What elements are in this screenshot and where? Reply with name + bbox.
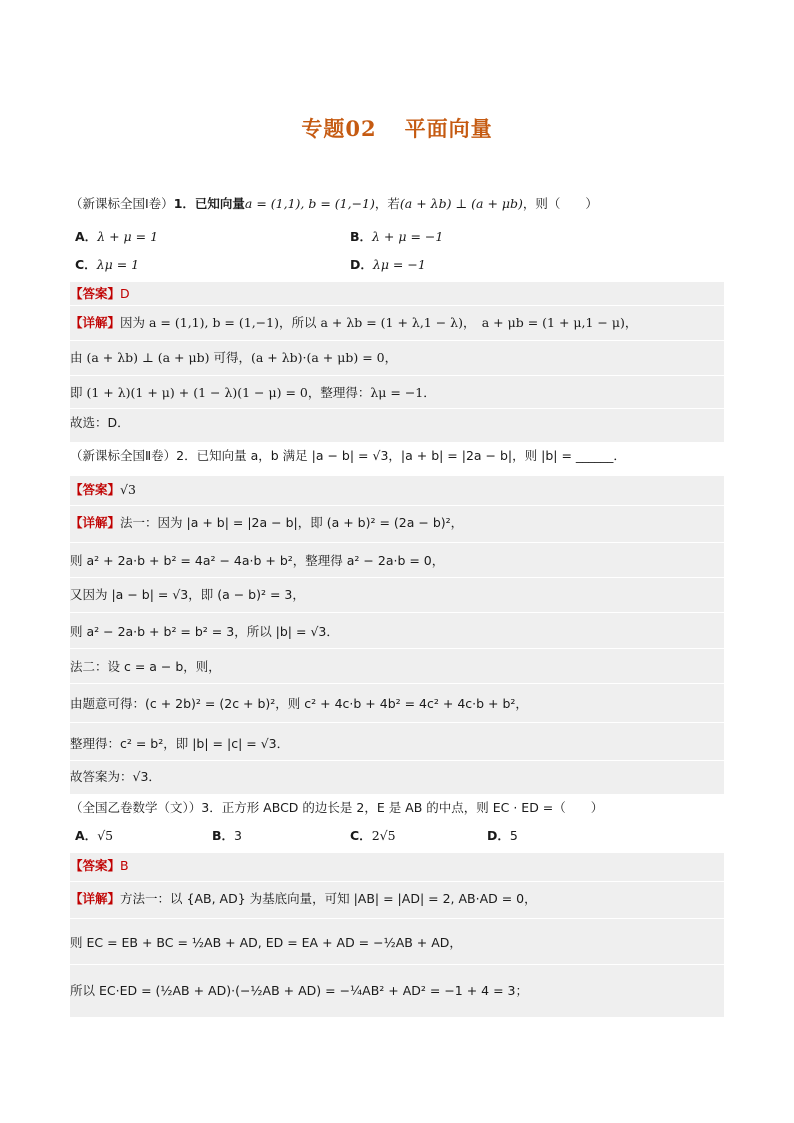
option-b: B．3 (212, 828, 242, 843)
detail-line: 由题意可得：(c + 2b)² = (2c + b)²，则 c² + 4c·b + 4b² = 4c² + 4c·b + b²， (70, 696, 528, 711)
option-a: A．λ + μ = 1 (75, 229, 159, 244)
row-separator (70, 648, 724, 649)
row-separator (70, 408, 724, 409)
detail-line: 【详解】法一：因为 |a + b| = |2a − b|，即 (a + b)² = (2a − b)²， (70, 515, 464, 530)
row-separator (70, 340, 724, 341)
option-d: D．5 (487, 828, 518, 843)
detail-line: 法二：设 c = a − b，则， (70, 659, 221, 674)
question-2-stem: （新课标全国Ⅱ卷）2．已知向量 a，b 满足 |a − b| = √3，|a + b| = |2a − b|，则 |b| = ______． (70, 448, 626, 463)
answer-line: 【答案】D (70, 286, 130, 301)
question-1-stem: （新课标全国Ⅰ卷）1．已知向量a = (1,1), b = (1,−1)，若(a + λb) ⊥ (a + μb)，则（ ） (70, 196, 598, 211)
detail-line: 【详解】方法一：以 {AB, AD} 为基底向量，可知 |AB| = |AD| = 2, AB·AD = 0， (70, 891, 537, 906)
row-separator (70, 722, 724, 723)
answer-line: 【答案】√3 (70, 482, 136, 497)
row-separator (70, 964, 724, 965)
row-separator (70, 612, 724, 613)
option-d: D．λμ = −1 (350, 257, 426, 272)
detail-line: 则 EC = EB + BC = ½AB + AD, ED = EA + AD = −½AB + AD， (70, 935, 462, 950)
detail-line: 整理得：c² = b²，即 |b| = |c| = √3． (70, 736, 290, 751)
row-separator (70, 505, 724, 506)
row-separator (70, 881, 724, 882)
page-title: 专题02 平面向量 (301, 116, 493, 141)
detail-line: 则 a² + 2a·b + b² = 4a² − 4a·b + b²，整理得 a² − 2a·b = 0， (70, 553, 445, 568)
detail-line: 又因为 |a − b| = √3，即 (a − b)² = 3， (70, 587, 305, 602)
detail-line: 所以 EC·ED = (½AB + AD)·(−½AB + AD) = −¼AB² + AD² = −1 + 4 = 3； (70, 983, 528, 998)
detail-line: 即 (1 + λ)(1 + μ) + (1 − λ)(1 − μ) = 0，整理得：λμ = −1． (70, 385, 436, 400)
detail-line: 故选：D． (70, 415, 130, 430)
row-separator (70, 760, 724, 761)
option-b: B．λ + μ = −1 (350, 229, 444, 244)
row-separator (70, 542, 724, 543)
option-c: C．λμ = 1 (75, 257, 140, 272)
option-a: A．√5 (75, 828, 114, 843)
detail-line: 则 a² − 2a·b + b² = b² = 3，所以 |b| = √3． (70, 624, 339, 639)
question-3-stem: （全国乙卷数学（文））3．正方形 ABCD 的边长是 2，E 是 AB 的中点，则 EC · ED =（ ） (70, 800, 604, 815)
row-separator (70, 683, 724, 684)
row-separator (70, 577, 724, 578)
row-separator (70, 918, 724, 919)
answer-line: 【答案】B (70, 858, 129, 873)
detail-line: 故答案为：√3． (70, 769, 161, 784)
detail-line: 由 (a + λb) ⊥ (a + μb) 可得，(a + λb)·(a + μb) = 0， (70, 350, 398, 365)
option-c: C．2√5 (350, 828, 396, 843)
detail-line: 【详解】因为 a = (1,1), b = (1,−1)，所以 a + λb = (1 + λ,1 − λ)， a + μb = (1 + μ,1 − μ)， (70, 315, 638, 330)
row-separator (70, 375, 724, 376)
row-separator (70, 305, 724, 306)
